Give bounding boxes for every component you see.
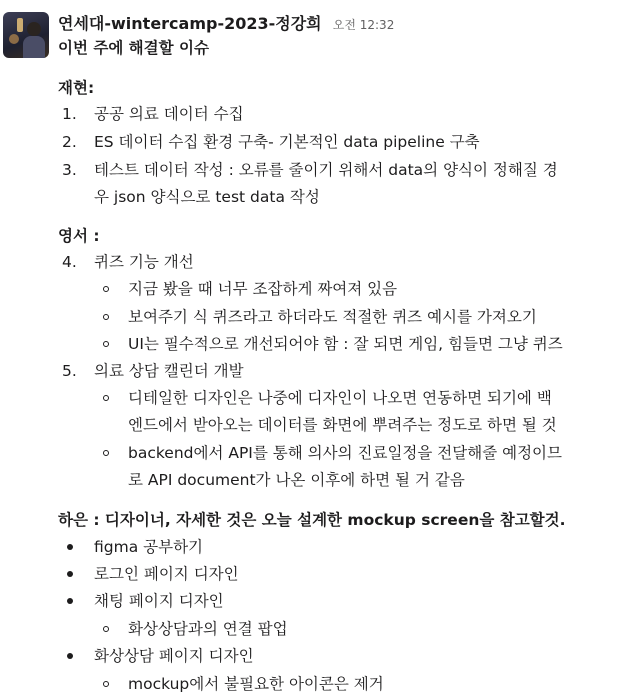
bullet-circle-icon — [103, 626, 109, 632]
bullet-circle-icon — [103, 450, 109, 456]
section-heading-youngseo: 영서 : — [58, 227, 100, 245]
sub-list-item: backend에서 API를 통해 의사의 진료일정을 전달해줄 예정이므 — [128, 444, 562, 462]
bullet-circle-icon — [103, 341, 109, 347]
section-heading-haeun: 하은 : 디자이너, 자세한 것은 오늘 설계한 mockup screen을 참고할것. — [58, 511, 566, 529]
message-title: 이번 주에 해결할 이슈 — [58, 39, 209, 57]
bullet-dot-icon — [67, 544, 73, 550]
sub-list-item: 화상상담과의 연결 팝업 — [128, 620, 288, 638]
sub-list-item-continuation: 엔드에서 받아오는 데이터를 화면에 뿌려주는 정도로 하면 될 것 — [128, 416, 557, 434]
list-item: 공공 의료 데이터 수집 — [94, 105, 244, 123]
list-item: figma 공부하기 — [94, 538, 204, 556]
sub-list-item: UI는 필수적으로 개선되어야 함 : 잘 되면 게임, 힘들면 그냥 퀴즈 — [128, 335, 563, 353]
avatar[interactable] — [3, 12, 49, 58]
list-item: ES 데이터 수집 환경 구축- 기본적인 data pipeline 구축 — [94, 133, 480, 151]
list-number: 2. — [62, 133, 77, 151]
sub-list-item: 지금 봤을 때 너무 조잡하게 짜여져 있음 — [128, 280, 398, 298]
timestamp[interactable]: 오전 12:32 — [332, 18, 395, 32]
sender-name[interactable]: 연세대-wintercamp-2023-정강희 — [58, 14, 322, 33]
list-item: 테스트 데이터 작성 : 오류를 줄이기 위해서 data의 양식이 정해질 경 — [94, 161, 558, 179]
bullet-dot-icon — [67, 598, 73, 604]
list-item-continuation: 우 json 양식으로 test data 작성 — [94, 188, 320, 206]
sub-list-item-continuation: 로 API document가 나온 이후에 하면 될 거 같음 — [128, 471, 465, 489]
list-number: 1. — [62, 105, 77, 123]
list-number: 5. — [62, 362, 77, 380]
list-number: 3. — [62, 161, 77, 179]
list-item: 채팅 페이지 디자인 — [94, 592, 224, 610]
bullet-dot-icon — [67, 571, 73, 577]
bullet-circle-icon — [103, 395, 109, 401]
bullet-dot-icon — [67, 653, 73, 659]
list-item: 의료 상담 캘린더 개발 — [94, 362, 244, 380]
avatar-light — [9, 34, 19, 44]
bullet-circle-icon — [103, 286, 109, 292]
avatar-lamp — [17, 18, 23, 32]
bullet-circle-icon — [103, 314, 109, 320]
list-item: 퀴즈 기능 개선 — [94, 253, 194, 271]
list-item: 화상상담 페이지 디자인 — [94, 647, 254, 665]
list-number: 4. — [62, 253, 77, 271]
message-header — [58, 11, 394, 34]
bullet-circle-icon — [103, 681, 109, 687]
sub-list-item: mockup에서 불필요한 아이콘은 제거 — [128, 675, 384, 693]
sub-list-item: 디테일한 디자인은 나중에 디자인이 나오면 연동하면 되기에 백 — [128, 389, 552, 407]
list-item: 로그인 페이지 디자인 — [94, 565, 239, 583]
sub-list-item: 보여주기 식 퀴즈라고 하더라도 적절한 퀴즈 예시를 가져오기 — [128, 308, 537, 326]
avatar-head — [27, 22, 41, 36]
section-heading-jaehyun: 재현: — [58, 79, 95, 97]
avatar-body — [23, 36, 45, 58]
